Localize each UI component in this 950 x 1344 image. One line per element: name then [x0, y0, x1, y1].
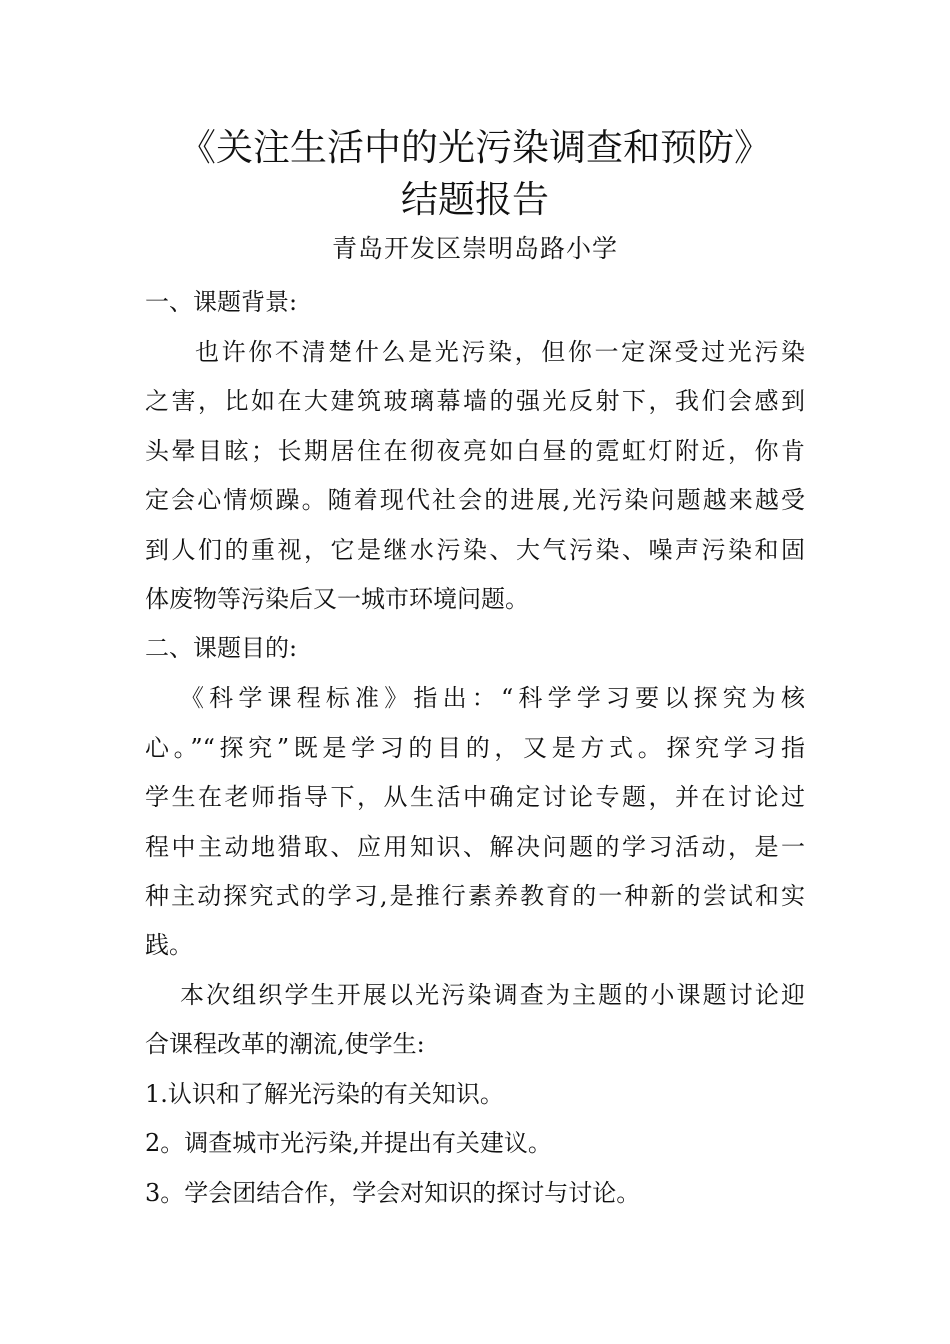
school-name: 青岛开发区崇明岛路小学 — [331, 234, 618, 263]
paragraph-line: 学生在老师指导下，从生活中确定讨论专题，并在讨论过 — [145, 783, 805, 811]
paragraph-line: 程中主动地猎取、应用知识、解决问题的学习活动，是一 — [145, 833, 805, 861]
paragraph-line: 头晕目眩；长期居住在彻夜亮如白昼的霓虹灯附近，你肯 — [145, 437, 805, 465]
section-heading-background: 一、课题背景: — [145, 288, 298, 316]
document-title: 《关注生活中的光污染调查和预防》 — [179, 126, 771, 169]
list-item: 2。调查城市光污染,并提出有关建议。 — [145, 1129, 552, 1157]
paragraph-line: 也许你不清楚什么是光污染，但你一定深受过光污染 — [195, 338, 805, 366]
paragraph-line: 体废物等污染后又一城市环境问题。 — [145, 585, 529, 613]
paragraph-line: 《科学课程标准》指出：“科学学习要以探究为核 — [180, 684, 805, 712]
paragraph-line: 种主动探究式的学习,是推行素养教育的一种新的尝试和实 — [145, 882, 805, 910]
paragraph-line: 心。”“探究”既是学习的目的，又是方式。探究学习指 — [145, 734, 805, 762]
paragraph-line: 定会心情烦躁。随着现代社会的进展,光污染问题越来越受 — [145, 486, 805, 514]
paragraph-line: 到人们的重视，它是继水污染、大气污染、噪声污染和固 — [145, 536, 805, 564]
paragraph-line: 之害，比如在大建筑玻璃幕墙的强光反射下，我们会感到 — [145, 387, 805, 415]
list-item: 1.认识和了解光污染的有关知识。 — [145, 1080, 504, 1108]
paragraph-line: 合课程改革的潮流,使学生: — [145, 1030, 425, 1058]
paragraph-line: 本次组织学生开展以光污染调查为主题的小课题讨论迎 — [180, 981, 805, 1009]
paragraph-line: 践。 — [145, 931, 193, 959]
section-heading-purpose: 二、课题目的: — [145, 634, 298, 662]
list-item: 3。学会团结合作，学会对知识的探讨与讨论。 — [145, 1179, 641, 1207]
document-subtitle: 结题报告 — [401, 178, 549, 221]
